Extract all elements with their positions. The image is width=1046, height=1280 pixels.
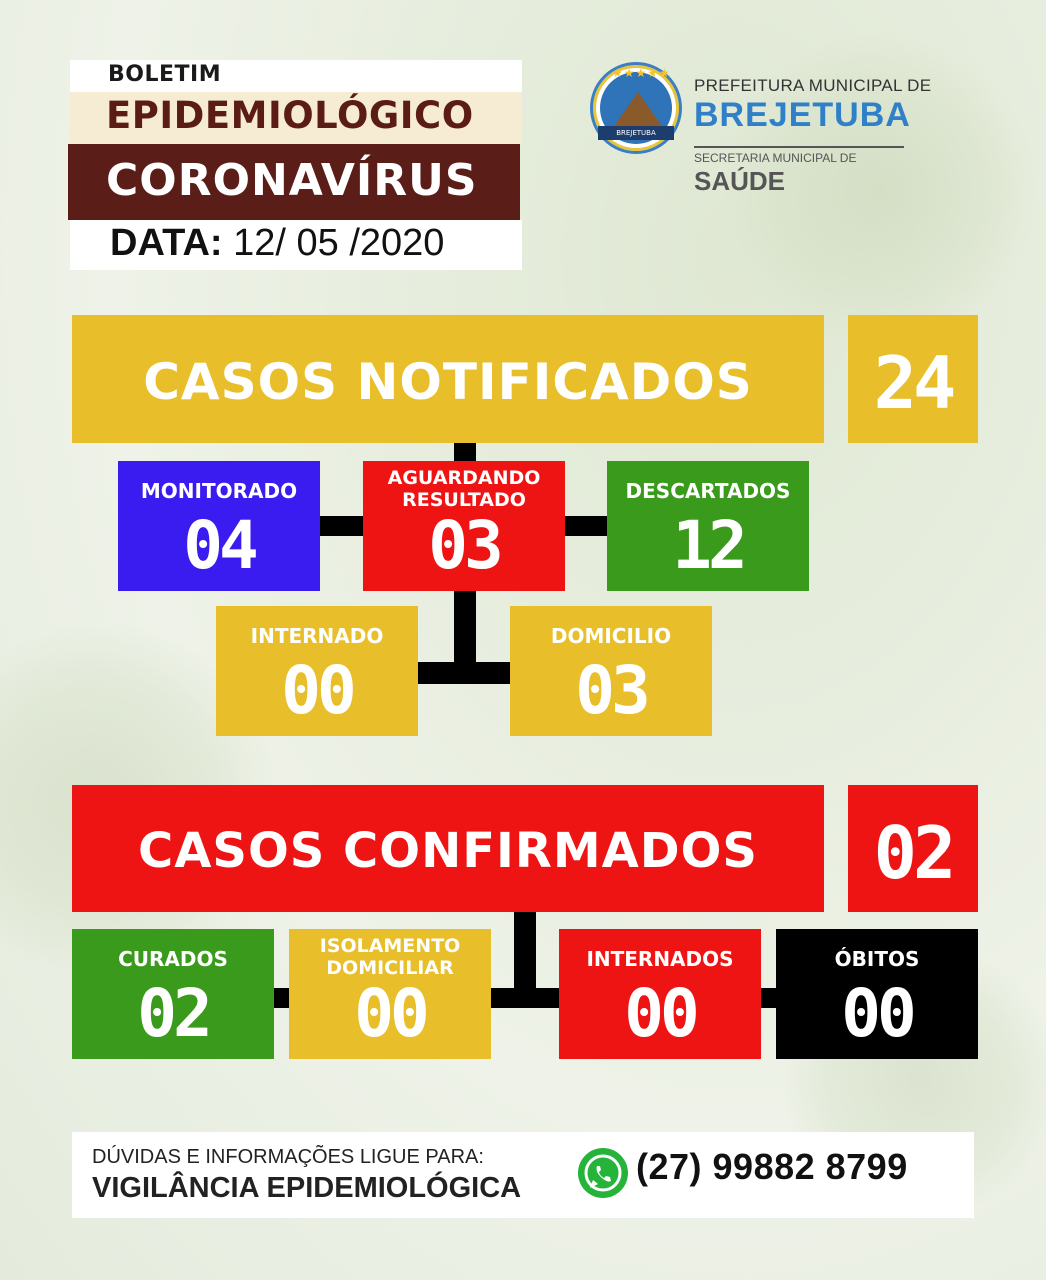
connector: [416, 662, 514, 684]
confirmados-total: 02: [873, 811, 953, 895]
phone-number[interactable]: (27) 99882 8799: [636, 1146, 908, 1187]
header-coronavirus: CORONAVÍRUS: [106, 155, 478, 206]
footer-info-label: DÚVIDAS E INFORMAÇÕES LIGUE PARA:: [92, 1146, 484, 1168]
connector: [488, 988, 562, 1008]
prefeitura-label: PREFEITURA MUNICIPAL DE: [694, 76, 932, 95]
curados-value: 02: [137, 975, 209, 1052]
date-label: DATA:: [110, 222, 223, 264]
footer-vigilancia-label: VIGILÂNCIA EPIDEMIOLÓGICA: [92, 1172, 522, 1204]
secretaria-label: SECRETARIA MUNICIPAL DE: [694, 151, 857, 165]
date-value: 12/ 05 /2020: [233, 222, 445, 264]
internados-box: [559, 929, 761, 1059]
header-boletim: BOLETIM: [108, 62, 222, 87]
seal-ribbon: BREJETUBA: [598, 126, 674, 140]
internados-value: 00: [624, 975, 696, 1052]
notificados-total-box: [848, 315, 978, 443]
isolamento-label-1: ISOLAMENTO: [319, 935, 461, 957]
internado-box: [216, 606, 418, 736]
stars-icon: ★★★★★: [612, 66, 671, 80]
saude-label: SAÚDE: [694, 166, 786, 196]
confirmados-title-box: [72, 785, 824, 912]
monitorado-box: [118, 461, 320, 591]
domicilio-label: DOMICILIO: [550, 624, 672, 648]
connector: [758, 988, 778, 1008]
header-epidemiologico: EPIDEMIOLÓGICO: [106, 94, 474, 137]
connector: [562, 516, 612, 536]
obitos-label: ÓBITOS: [834, 947, 920, 971]
logo-divider: [694, 146, 904, 148]
aguardando-label-1: AGUARDANDO: [387, 467, 541, 489]
city-name: BREJETUBA: [694, 96, 911, 134]
internado-value: 00: [281, 652, 353, 729]
internados-label: INTERNADOS: [586, 947, 734, 971]
obitos-value: 00: [841, 975, 913, 1052]
domicilio-value: 03: [575, 652, 647, 729]
confirmados-title: CASOS CONFIRMADOS: [138, 823, 758, 879]
notificados-total: 24: [873, 341, 953, 425]
aguardando-box: [363, 461, 565, 591]
monitorado-value: 04: [183, 507, 255, 584]
domicilio-box: [510, 606, 712, 736]
descartados-value: 12: [672, 507, 744, 584]
descartados-label: DESCARTADOS: [625, 479, 791, 503]
isolamento-value: 00: [354, 975, 426, 1052]
internado-label: INTERNADO: [250, 624, 384, 648]
descartados-box: [607, 461, 809, 591]
whatsapp-icon: [578, 1148, 628, 1198]
isolamento-box: [289, 929, 491, 1059]
isolamento-label-2: DOMICILIAR: [326, 957, 454, 979]
header-date: [110, 222, 444, 265]
curados-box: [72, 929, 274, 1059]
connector: [454, 588, 476, 670]
notificados-title-box: [72, 315, 824, 443]
monitorado-label: MONITORADO: [140, 479, 298, 503]
obitos-box: [776, 929, 978, 1059]
curados-label: CURADOS: [118, 947, 228, 971]
confirmados-total-box: [848, 785, 978, 912]
aguardando-label-2: RESULTADO: [402, 489, 526, 511]
notificados-title: CASOS NOTIFICADOS: [143, 353, 753, 411]
aguardando-value: 03: [428, 507, 500, 584]
connector: [318, 516, 368, 536]
